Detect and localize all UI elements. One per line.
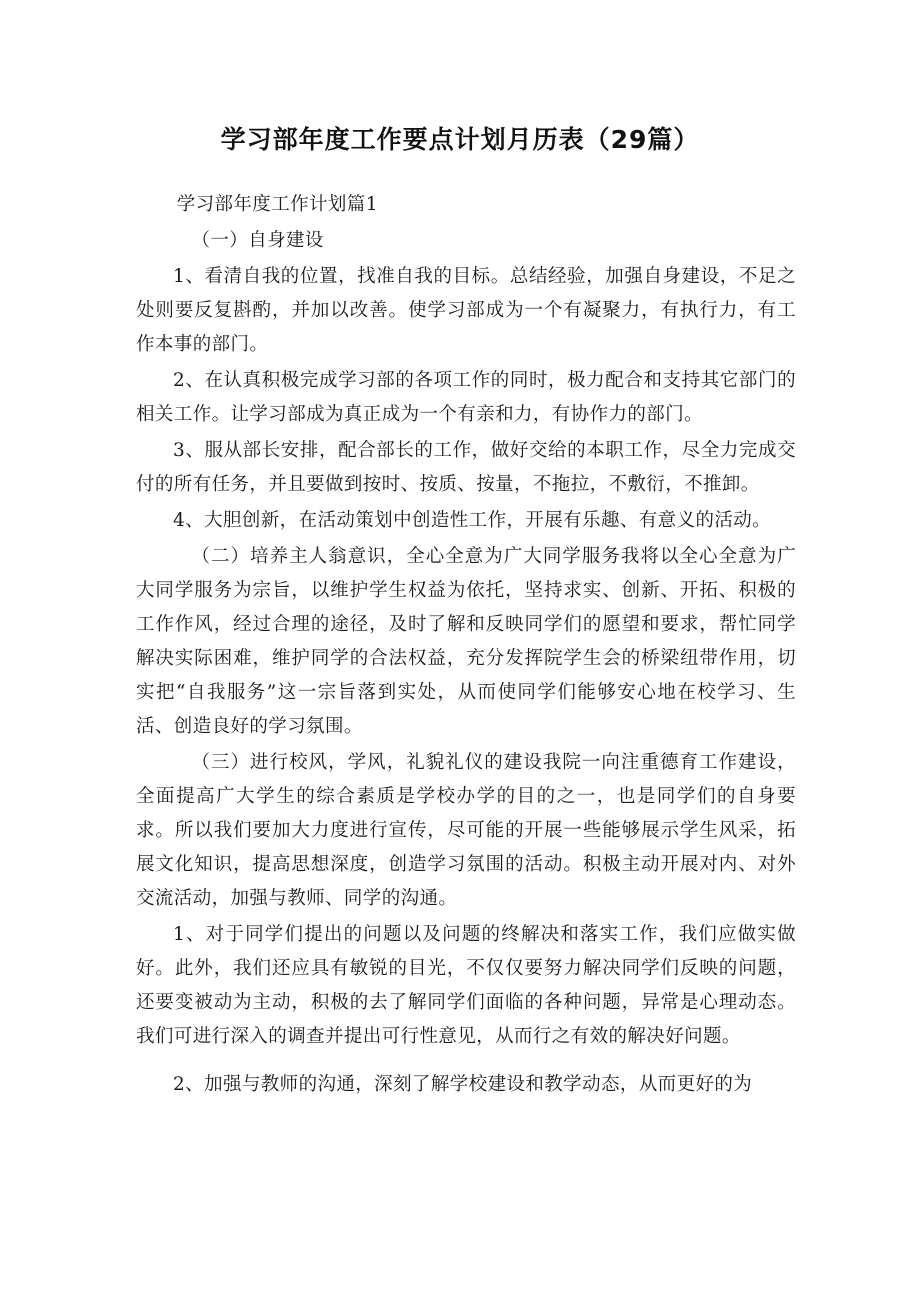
document-title: 学习部年度工作要点计划月历表（29篇） <box>220 125 700 154</box>
paragraph: 1、对于同学们提出的问题以及问题的终解决和落实工作，我们应做实做好。此外，我们还应具有敏锐的目光，不仅仅要努力解决同学们反映的问题，还要变被动为主动，积极的去了解同学们面临的各种问题，异常是心理动态。我们可进行深入的调查并提出可行性意见，从而行之有效的解决好问题。 <box>136 924 796 1047</box>
paragraph: 2、在认真积极完成学习部的各项工作的同时，极力配合和支持其它部门的相关工作。让学习部成为真正成为一个有亲和力，有协作力的部门。 <box>136 370 796 425</box>
paragraph: （三）进行校风，学风，礼貌礼仪的建设我院一向注重德育工作建设，全面提高广大学生的综合素质是学校办学的目的之一，也是同学们的自身要求。所以我们要加大力度进行宣传，尽可能的开展一些能够展示学生风采，拓展文化知识，提高思想深度，创造学习氛围的活动。积极主动开展对内、对外交流活动，加强与教师、同学的沟通。 <box>136 752 796 909</box>
paragraph: 1、看清自我的位置，找准自我的目标。总结经验，加强自身建设，不足之处则要反复斟酌，并加以改善。使学习部成为一个有凝聚力，有执行力，有工作本事的部门。 <box>136 266 796 355</box>
paragraph: 3、服从部长安排，配合部长的工作，做好交给的本职工作，尽全力完成交付的所有任务，并且要做到按时、按质、按量，不拖拉，不敷衍，不推卸。 <box>136 440 796 495</box>
paragraph: （二）培养主人翁意识，全心全意为广大同学服务我将以全心全意为广大同学服务为宗旨，以维护学生权益为依托，坚持求实、创新、开拓、积极的工作作风，经过合理的途径，及时了解和反映同学们的愿望和要求，帮忙同学解决实际困难，维护同学的合法权益，充分发挥院学生会的桥梁纽带作用，切实把“自我服务”这一宗旨落到实处，从而使同学们能够安心地在校学习、生活、创造良好的学习氛围。 <box>136 546 796 737</box>
paragraph: 4、大胆创新，在活动策划中创造性工作，开展有乐趣、有意义的活动。 <box>173 510 772 531</box>
paragraph: 2、加强与教师的沟通，深刻了解学校建设和教学动态，从而更好的为 <box>173 1074 753 1095</box>
document-body <box>136 188 796 1102</box>
subsection-heading: （一）自身建设 <box>191 230 324 251</box>
section-heading: 学习部年度工作计划篇1 <box>176 194 378 215</box>
